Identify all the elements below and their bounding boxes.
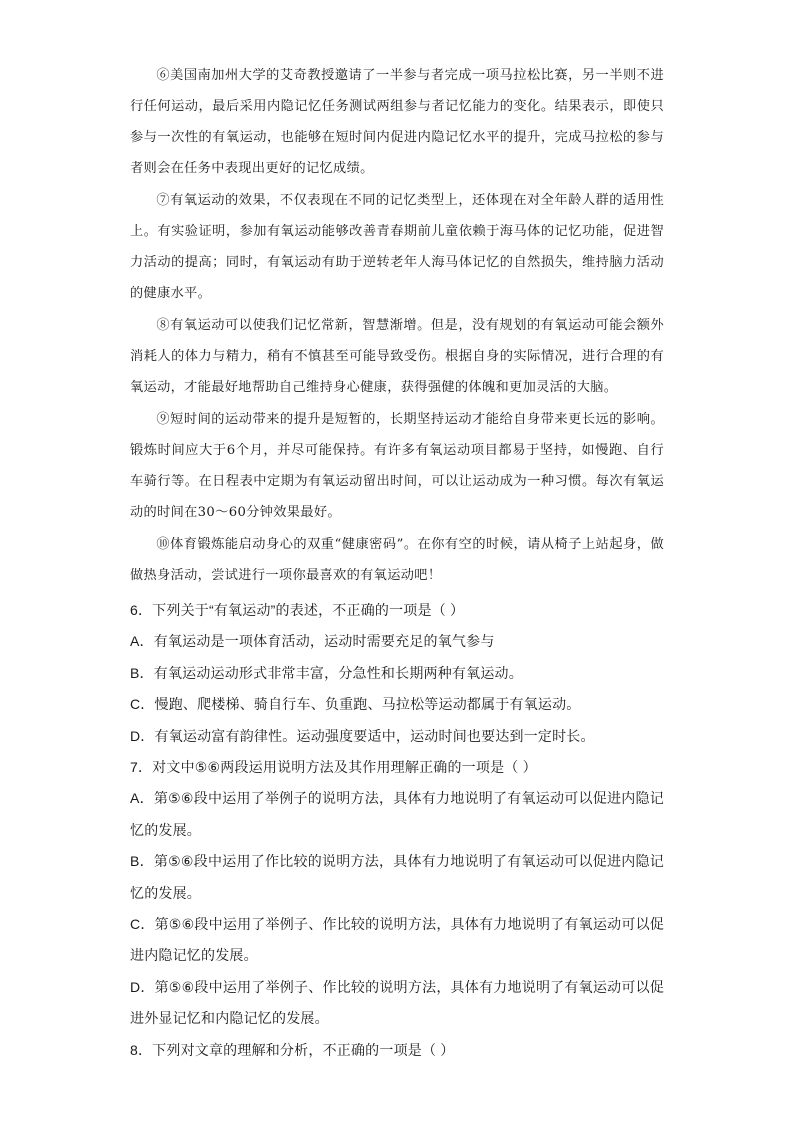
question-stem: 7．对文中⑤⑥两段运用说明方法及其作用理解正确的一项是（ ）	[130, 759, 537, 776]
option-a: A．有氧运动是一项体育活动，运动时需要充足的氧气参与	[130, 633, 495, 650]
question-8	[130, 1035, 664, 1066]
question-stem: 6．下列关于“有氧运动”的表述，不正确的一项是（ ）	[130, 602, 465, 618]
question-7	[130, 752, 664, 1035]
option-d: D．第⑤⑥段中运用了举例子、作比较的说明方法，具体有力地说明了有氧运动可以促进外显记忆和内隐记忆的发展。	[130, 978, 664, 1027]
option-b: B．第⑤⑥段中运用了作比较的说明方法，具体有力地说明了有氧运动可以促进内隐记忆的发展。	[130, 853, 664, 901]
paragraph-6: ⑥美国南加州大学的艾奇教授邀请了一半参与者完成一项马拉松比赛，另一半则不进行任何运动，最后采用内隐记忆任务测试两组参与者记忆能力的变化。结果表示，即使只参与一次性的有氧运动，也能够在短时间内促进内隐记忆水平的提升，完成马拉松的参与者则会在任务中表现出更好的记忆成绩。	[130, 68, 664, 176]
option-c: C．慢跑、爬楼梯、骑自行车、负重跑、马拉松等运动都属于有氧运动。	[130, 696, 581, 713]
option-b: B．有氧运动运动形式非常丰富，分急性和长期两种有氧运动。	[130, 664, 523, 681]
paragraph-9: ⑨短时间的运动带来的提升是短暂的，长期坚持运动才能给自身带来更长远的影响。锻炼时间应大于6个月，并尽可能保持。有许多有氧运动项目都易于坚持，如慢跑、自行车骑行等。在日程表中定期为有氧运动留出时间，可以让运动成为一种习惯。每次有氧运动的时间在30～60分钟效果最好。	[130, 412, 664, 520]
question-6	[130, 595, 664, 752]
article-body	[130, 60, 664, 591]
paragraph-10: ⑩体育锻炼能启动身心的双重“健康密码”。在你有空的时候，请从椅子上站起身，做做热身活动，尝试进行一项你最喜欢的有氧运动吧！	[130, 537, 664, 583]
paragraph-7: ⑦有氧运动的效果，不仅表现在不同的记忆类型上，还体现在对全年龄人群的适用性上。有实验证明，参加有氧运动能够改善青春期前儿童依赖于海马体的记忆功能，促进智力活动的提高；同时，有氧运动有助于逆转老年人海马体记忆的自然损失，维持脑力活动的健康水平。	[130, 193, 664, 301]
question-stem: 8．下列对文章的理解和分析，不正确的一项是（ ）	[130, 1041, 455, 1058]
option-c: C．第⑤⑥段中运用了举例子、作比较的说明方法，具体有力地说明了有氧运动可以促进内隐记忆的发展。	[130, 916, 664, 964]
option-d: D．有氧运动富有韵律性。运动强度要适中，运动时间也要达到一定时长。	[130, 727, 595, 744]
paragraph-8: ⑧有氧运动可以使我们记忆常新，智慧渐增。但是，没有规划的有氧运动可能会额外消耗人的体力与精力，稍有不慎甚至可能导致受伤。根据自身的实际情况，进行合理的有氧运动，才能最好地帮助自己维持身心健康，获得强健的体魄和更加灵活的大脑。	[130, 318, 664, 395]
option-a: A．第⑤⑥段中运用了举例子的说明方法，具体有力地说明了有氧运动可以促进内隐记忆的发展。	[130, 790, 664, 838]
